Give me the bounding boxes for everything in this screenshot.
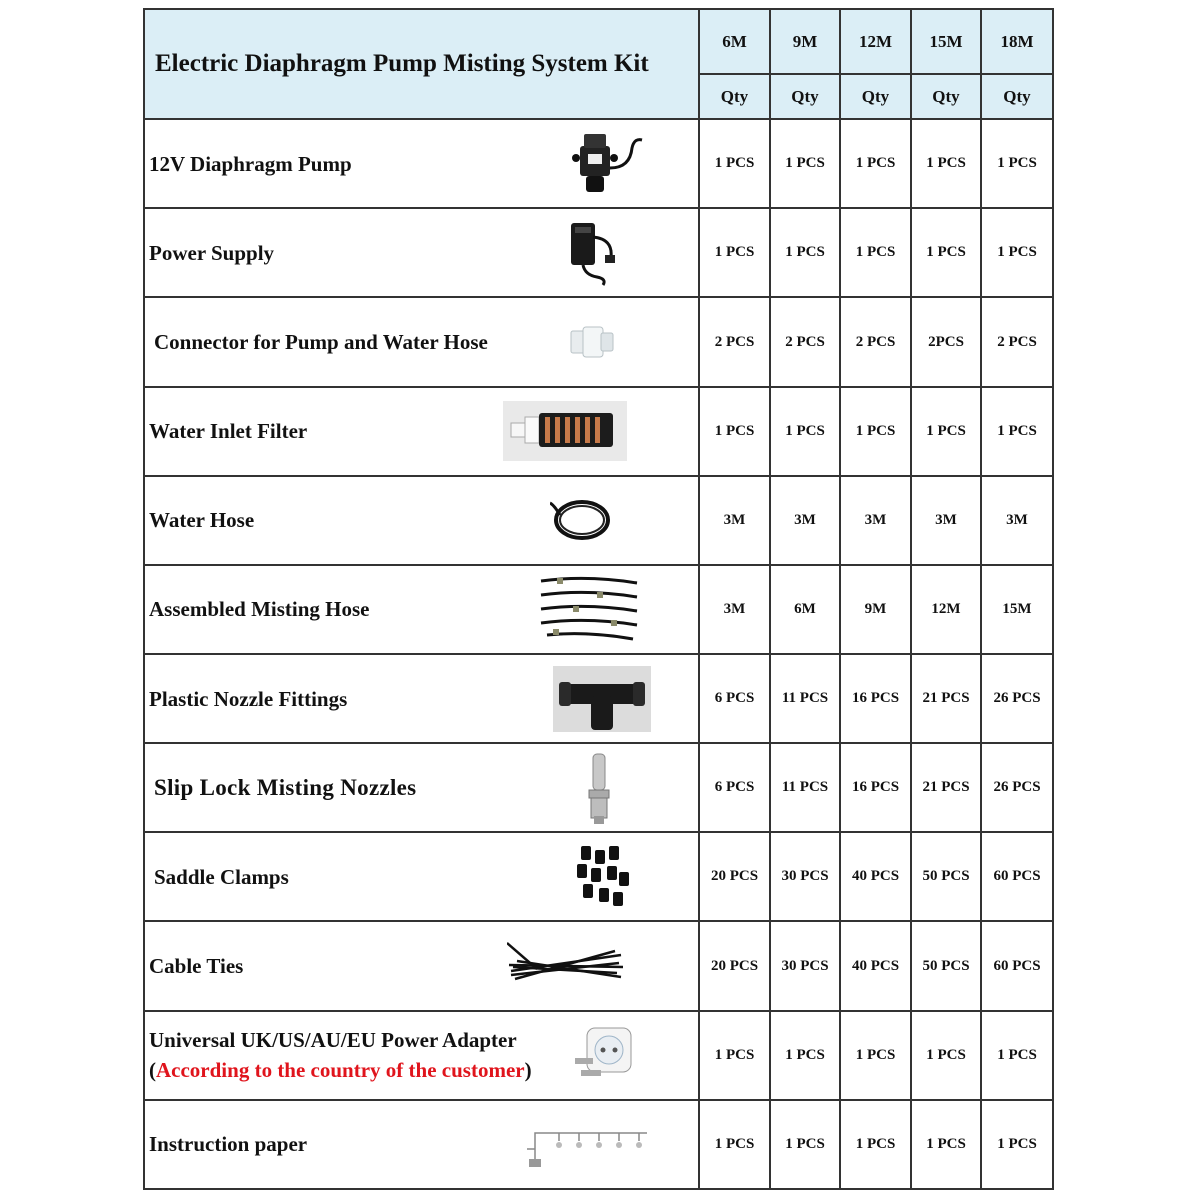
misting-hose-icon <box>537 573 641 645</box>
saddle-clamps-icon <box>573 842 633 912</box>
header-row <box>144 9 1053 74</box>
qty-cell: 26 PCS <box>981 654 1053 743</box>
item-label: Water Inlet Filter <box>149 419 308 444</box>
table-row <box>144 476 1053 565</box>
qty-cell: 1 PCS <box>699 1100 770 1189</box>
tee-fitting-icon <box>553 666 651 732</box>
column-header-9m: 9M <box>770 9 840 74</box>
item-cell <box>144 208 699 297</box>
qty-cell: 1 PCS <box>981 1011 1053 1100</box>
qty-cell: 1 PCS <box>981 1100 1053 1189</box>
nozzle-icon <box>583 750 615 826</box>
power-supply-icon <box>563 217 623 289</box>
table-row <box>144 119 1053 208</box>
qty-cell: 9M <box>840 565 911 654</box>
instruction-diagram-icon <box>523 1119 653 1169</box>
qty-cell: 1 PCS <box>911 387 981 476</box>
table-row <box>144 832 1053 921</box>
item-note-text: According to the country of the customer <box>156 1058 525 1083</box>
item-label: Water Hose <box>149 508 255 533</box>
qty-cell: 1 PCS <box>840 1011 911 1100</box>
diaphragm-pump-icon <box>570 128 650 200</box>
column-header-6m: 6M <box>699 9 770 74</box>
item-label: Instruction paper <box>149 1132 308 1157</box>
item-label: Plastic Nozzle Fittings <box>149 686 348 711</box>
item-cell <box>144 921 699 1010</box>
qty-cell: 1 PCS <box>911 1100 981 1189</box>
qty-cell: 50 PCS <box>911 921 981 1010</box>
connector-icon <box>565 317 621 367</box>
table-row <box>144 921 1053 1010</box>
qty-cell: 20 PCS <box>699 832 770 921</box>
qty-cell: 26 PCS <box>981 743 1053 832</box>
qty-cell: 2 PCS <box>699 297 770 386</box>
item-label: Cable Ties <box>149 954 244 978</box>
qty-cell: 11 PCS <box>770 743 840 832</box>
qty-cell: 3M <box>699 565 770 654</box>
qty-cell: 1 PCS <box>699 387 770 476</box>
qty-cell: 1 PCS <box>840 119 911 208</box>
column-header-15m: 15M <box>911 9 981 74</box>
table-row <box>144 654 1053 743</box>
qty-cell: 1 PCS <box>770 387 840 476</box>
qty-cell: 21 PCS <box>911 743 981 832</box>
qty-cell: 1 PCS <box>840 1100 911 1189</box>
qty-cell: 2 PCS <box>770 297 840 386</box>
qty-cell: 60 PCS <box>981 921 1053 1010</box>
qty-header: Qty <box>840 74 911 119</box>
qty-cell: 12M <box>911 565 981 654</box>
item-cell <box>144 1011 699 1100</box>
qty-cell: 1 PCS <box>981 387 1053 476</box>
qty-cell: 2 PCS <box>840 297 911 386</box>
qty-cell: 11 PCS <box>770 654 840 743</box>
qty-cell: 1 PCS <box>840 387 911 476</box>
item-cell <box>144 476 699 565</box>
item-cell <box>144 1100 699 1189</box>
column-header-12m: 12M <box>840 9 911 74</box>
cable-ties-icon <box>507 941 625 991</box>
qty-cell: 20 PCS <box>699 921 770 1010</box>
qty-cell: 1 PCS <box>699 1011 770 1100</box>
table-row <box>144 743 1053 832</box>
qty-header: Qty <box>770 74 840 119</box>
item-cell <box>144 832 699 921</box>
qty-cell: 1 PCS <box>981 208 1053 297</box>
qty-cell: 6 PCS <box>699 743 770 832</box>
qty-cell: 30 PCS <box>770 921 840 1010</box>
qty-cell: 2PCS <box>911 297 981 386</box>
item-label: Universal UK/US/AU/EU Power Adapter <box>149 1028 517 1053</box>
qty-cell: 3M <box>770 476 840 565</box>
qty-header: Qty <box>981 74 1053 119</box>
power-adapter-icon <box>565 1024 643 1086</box>
qty-cell: 1 PCS <box>770 1100 840 1189</box>
qty-cell: 2 PCS <box>981 297 1053 386</box>
qty-cell: 1 PCS <box>911 119 981 208</box>
item-cell <box>144 297 699 386</box>
qty-cell: 50 PCS <box>911 832 981 921</box>
item-label-group <box>149 1025 532 1085</box>
qty-cell: 16 PCS <box>840 743 911 832</box>
qty-cell: 1 PCS <box>981 119 1053 208</box>
item-label: Saddle Clamps <box>154 864 289 889</box>
qty-cell: 1 PCS <box>699 119 770 208</box>
qty-cell: 1 PCS <box>840 208 911 297</box>
item-cell <box>144 743 699 832</box>
item-cell <box>144 387 699 476</box>
qty-cell: 1 PCS <box>699 208 770 297</box>
item-label: Power Supply <box>149 240 275 265</box>
item-cell <box>144 565 699 654</box>
qty-cell: 1 PCS <box>911 208 981 297</box>
table-row <box>144 1100 1053 1189</box>
item-note: (According to the country of the customer) <box>149 1058 532 1083</box>
qty-cell: 1 PCS <box>911 1011 981 1100</box>
table-row <box>144 208 1053 297</box>
qty-cell: 6M <box>770 565 840 654</box>
qty-cell: 40 PCS <box>840 832 911 921</box>
qty-cell: 15M <box>981 565 1053 654</box>
qty-cell: 40 PCS <box>840 921 911 1010</box>
qty-cell: 1 PCS <box>770 119 840 208</box>
filter-icon <box>503 401 627 461</box>
qty-cell: 60 PCS <box>981 832 1053 921</box>
item-cell <box>144 654 699 743</box>
qty-cell: 30 PCS <box>770 832 840 921</box>
table-row <box>144 387 1053 476</box>
qty-cell: 3M <box>699 476 770 565</box>
item-label: Assembled Misting Hose <box>149 597 370 622</box>
table-row <box>144 1011 1053 1100</box>
qty-cell: 1 PCS <box>770 1011 840 1100</box>
qty-cell: 3M <box>981 476 1053 565</box>
item-cell <box>144 119 699 208</box>
qty-cell: 21 PCS <box>911 654 981 743</box>
qty-header: Qty <box>699 74 770 119</box>
qty-cell: 3M <box>911 476 981 565</box>
table-row <box>144 565 1053 654</box>
column-header-18m: 18M <box>981 9 1053 74</box>
item-label: Connector for Pump and Water Hose <box>154 330 488 355</box>
qty-cell: 1 PCS <box>770 208 840 297</box>
item-label: Slip Lock Misting Nozzles <box>154 774 417 800</box>
qty-cell: 16 PCS <box>840 654 911 743</box>
table-row <box>144 297 1053 386</box>
kit-title: Electric Diaphragm Pump Misting System Kit <box>144 9 699 119</box>
item-label: 12V Diaphragm Pump <box>149 151 352 176</box>
qty-header: Qty <box>911 74 981 119</box>
qty-cell: 3M <box>840 476 911 565</box>
hose-coil-icon <box>550 495 614 545</box>
qty-cell: 6 PCS <box>699 654 770 743</box>
kit-table <box>143 8 1054 1190</box>
